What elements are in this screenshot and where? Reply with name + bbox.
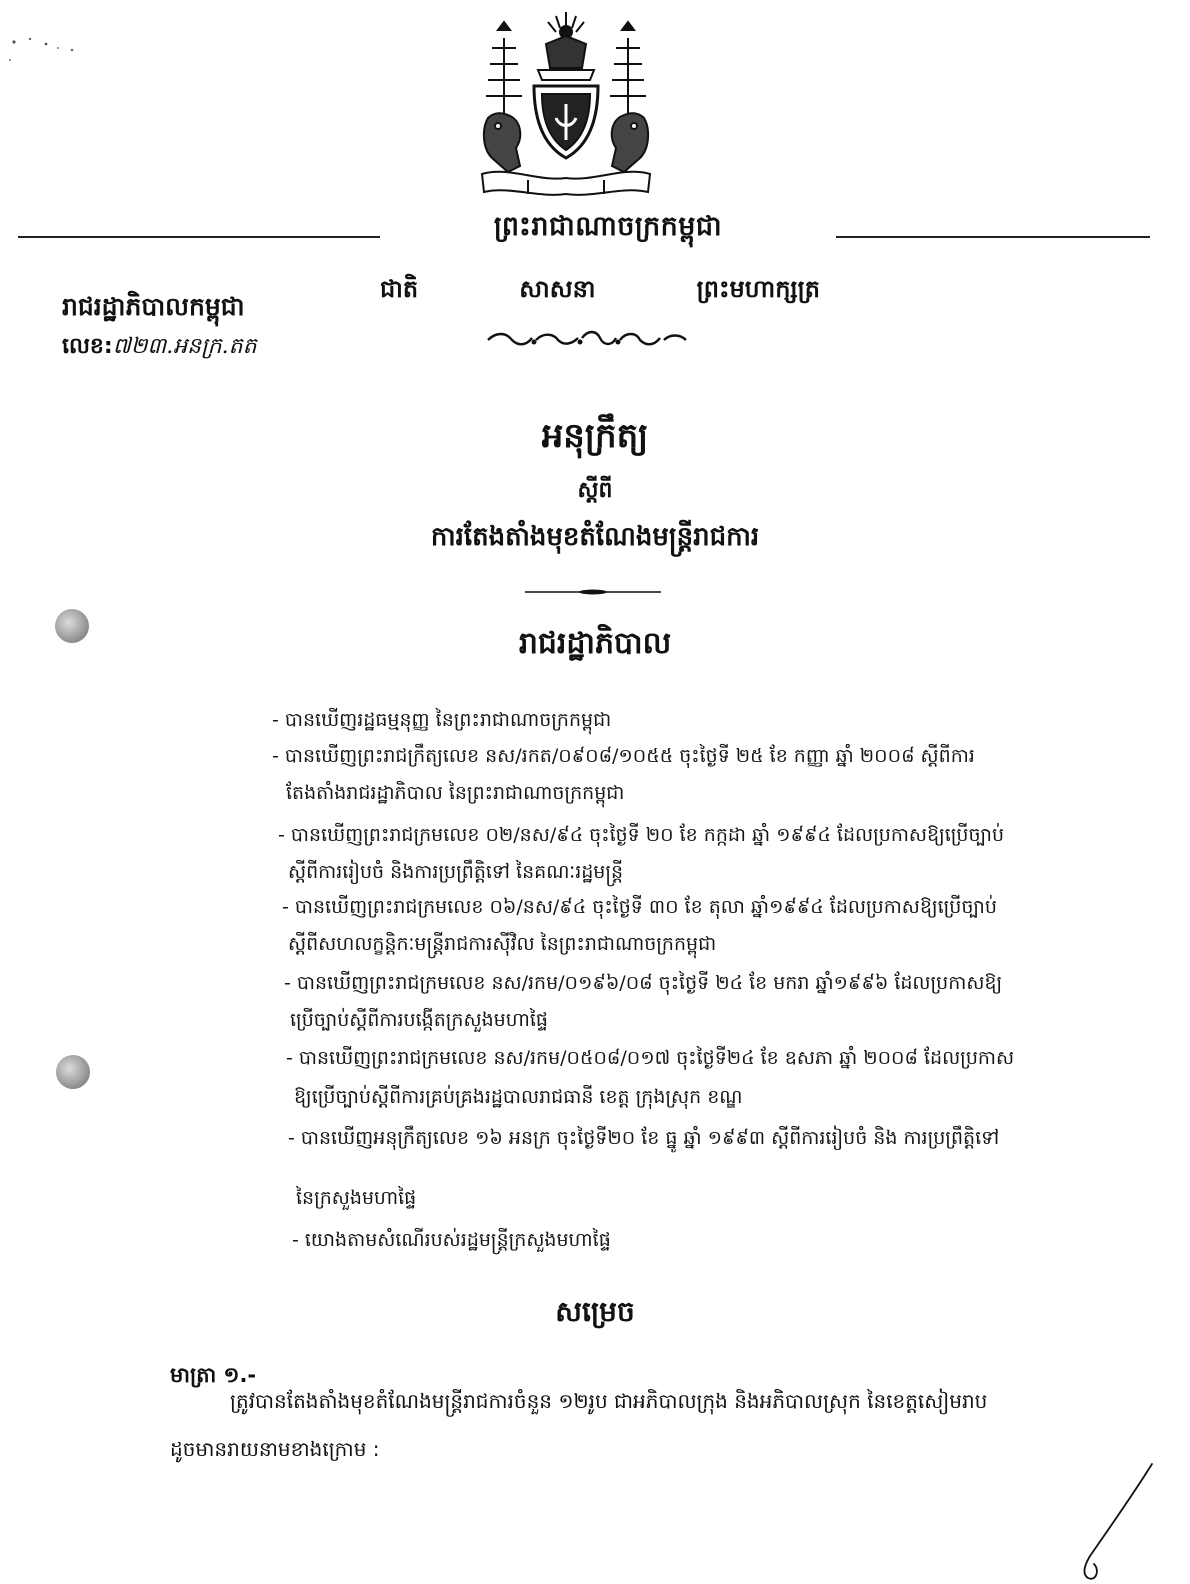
article-body-line: ត្រូវបានតែងតាំងមុខតំណែងមន្ត្រីរាជការចំនួន ១២រូប ជាអភិបាលក្រុង និងអភិបាលស្រុក នៃខេត្តសៀមរាប: [230, 1389, 988, 1413]
preamble-line: តែងតាំងរាជរដ្ឋាភិបាល នៃព្រះរាជាណាចក្រកម្ពុជា: [286, 782, 625, 804]
article-body-line: ដូចមានរាយនាមខាងក្រោម :: [170, 1437, 380, 1461]
royal-coat-of-arms-emblem: [468, 8, 664, 200]
motto-king: ព្រះមហាក្សត្រ: [696, 275, 820, 303]
preamble-line: - បានឃើញព្រះរាជក្រមលេខ នស/រកម/០១៩៦/០៨ ចុះថ្ងៃទី ២៤ ខែ មករា ឆ្នាំ១៩៩៦ ដែលប្រកាសឱ្យ: [284, 972, 1003, 994]
preamble-line: ប្រើច្បាប់ស្តីពីការបង្កើតក្រសួងមហាផ្ទៃ: [290, 1009, 548, 1031]
decree-title: អនុក្រឹត្យ: [541, 416, 649, 456]
punch-hole: [55, 609, 89, 643]
preamble-line: នៃក្រសួងមហាផ្ទៃ: [296, 1187, 417, 1209]
preamble-line: - បានឃើញព្រះរាជក្រឹត្យលេខ នស/រកត/០៩០៨/១០៥៥ ចុះថ្ងៃទី ២៥ ខែ កញ្ញា ឆ្នាំ ២០០៨ ស្តីពីការ: [272, 745, 975, 767]
preamble-line: - បានឃើញអនុក្រឹត្យលេខ ១៦ អនក្រ ចុះថ្ងៃទី២០ ខែ ធ្នូ ឆ្នាំ ១៩៩៣ ស្តីពីការរៀបចំ និង ការប្រព្រឹត្តិទៅ: [288, 1127, 1000, 1149]
reference-line: [62, 332, 257, 364]
preamble-line: ស្តីពីការរៀបចំ និងការប្រព្រឹត្តិទៅ នៃគណៈរដ្ឋមន្ត្រី: [288, 861, 624, 883]
motto-religion: សាសនា: [519, 275, 596, 303]
issuing-authority: រាជរដ្ឋាភិបាល: [518, 626, 672, 661]
decree-subject: ការតែងតាំងមុខតំណែងមន្ត្រីរាជការ: [430, 522, 760, 552]
preamble-line: - បានឃើញព្រះរាជក្រមលេខ ០២/នស/៩៤ ចុះថ្ងៃទី ២០ ខែ កក្កដា ឆ្នាំ ១៩៩៤ ដែលប្រកាសឱ្យប្រើច្បាប់: [278, 824, 1005, 846]
decision-heading: សម្រេច: [555, 1295, 635, 1328]
national-motto: [380, 274, 820, 309]
signature-stroke: [1060, 1460, 1170, 1584]
preamble-line: ស្តីពីសហលក្ខន្តិកៈមន្ត្រីរាជការស៊ីវិល នៃព្រះរាជាណាចក្រកម្ពុជា: [288, 933, 717, 955]
about-label: ស្តីពី: [577, 478, 613, 503]
punch-hole: [56, 1055, 90, 1089]
scan-specks: [0, 30, 100, 70]
preamble-line: - បានឃើញព្រះរាជក្រមលេខ ០៦/នស/៩៤ ចុះថ្ងៃទី ៣០ ខែ តុលា ឆ្នាំ១៩៩៤ ដែលប្រកាសឱ្យប្រើច្បាប់: [282, 896, 997, 918]
article-heading: មាត្រា ១.-: [170, 1363, 257, 1387]
motto-nation: ជាតិ: [380, 275, 419, 303]
reference-label: លេខ:: [62, 334, 113, 359]
preamble-line: - បានឃើញព្រះរាជក្រមលេខ នស/រកម/០៥០៨/០១៧ ចុះថ្ងៃទី២៤ ខែ ឧសភា ឆ្នាំ ២០០៨ ដែលប្រកាស: [286, 1047, 1015, 1069]
preamble-line: ឱ្យប្រើច្បាប់ស្តីពីការគ្រប់គ្រងរដ្ឋបាលរាជធានី ខេត្ត ក្រុងស្រុក ខណ្ឌ: [294, 1086, 743, 1108]
government-name: រាជរដ្ឋាភិបាលកម្ពុជា: [62, 292, 245, 321]
reference-number: ៧២៣.អនក្រ.តត: [112, 334, 257, 359]
preamble-line: - បានឃើញរដ្ឋធម្មនុញ្ញ នៃព្រះរាជាណាចក្រកម្ពុជា: [272, 709, 612, 731]
motto-ornament: [484, 326, 690, 352]
preamble-line: - យោងតាមសំណើរបស់រដ្ឋមន្ត្រីក្រសួងមហាផ្ទៃ: [292, 1229, 611, 1251]
title-divider: [525, 589, 661, 595]
kingdom-title: ព្រះរាជាណាចក្រកម្ពុជា: [380, 210, 836, 249]
